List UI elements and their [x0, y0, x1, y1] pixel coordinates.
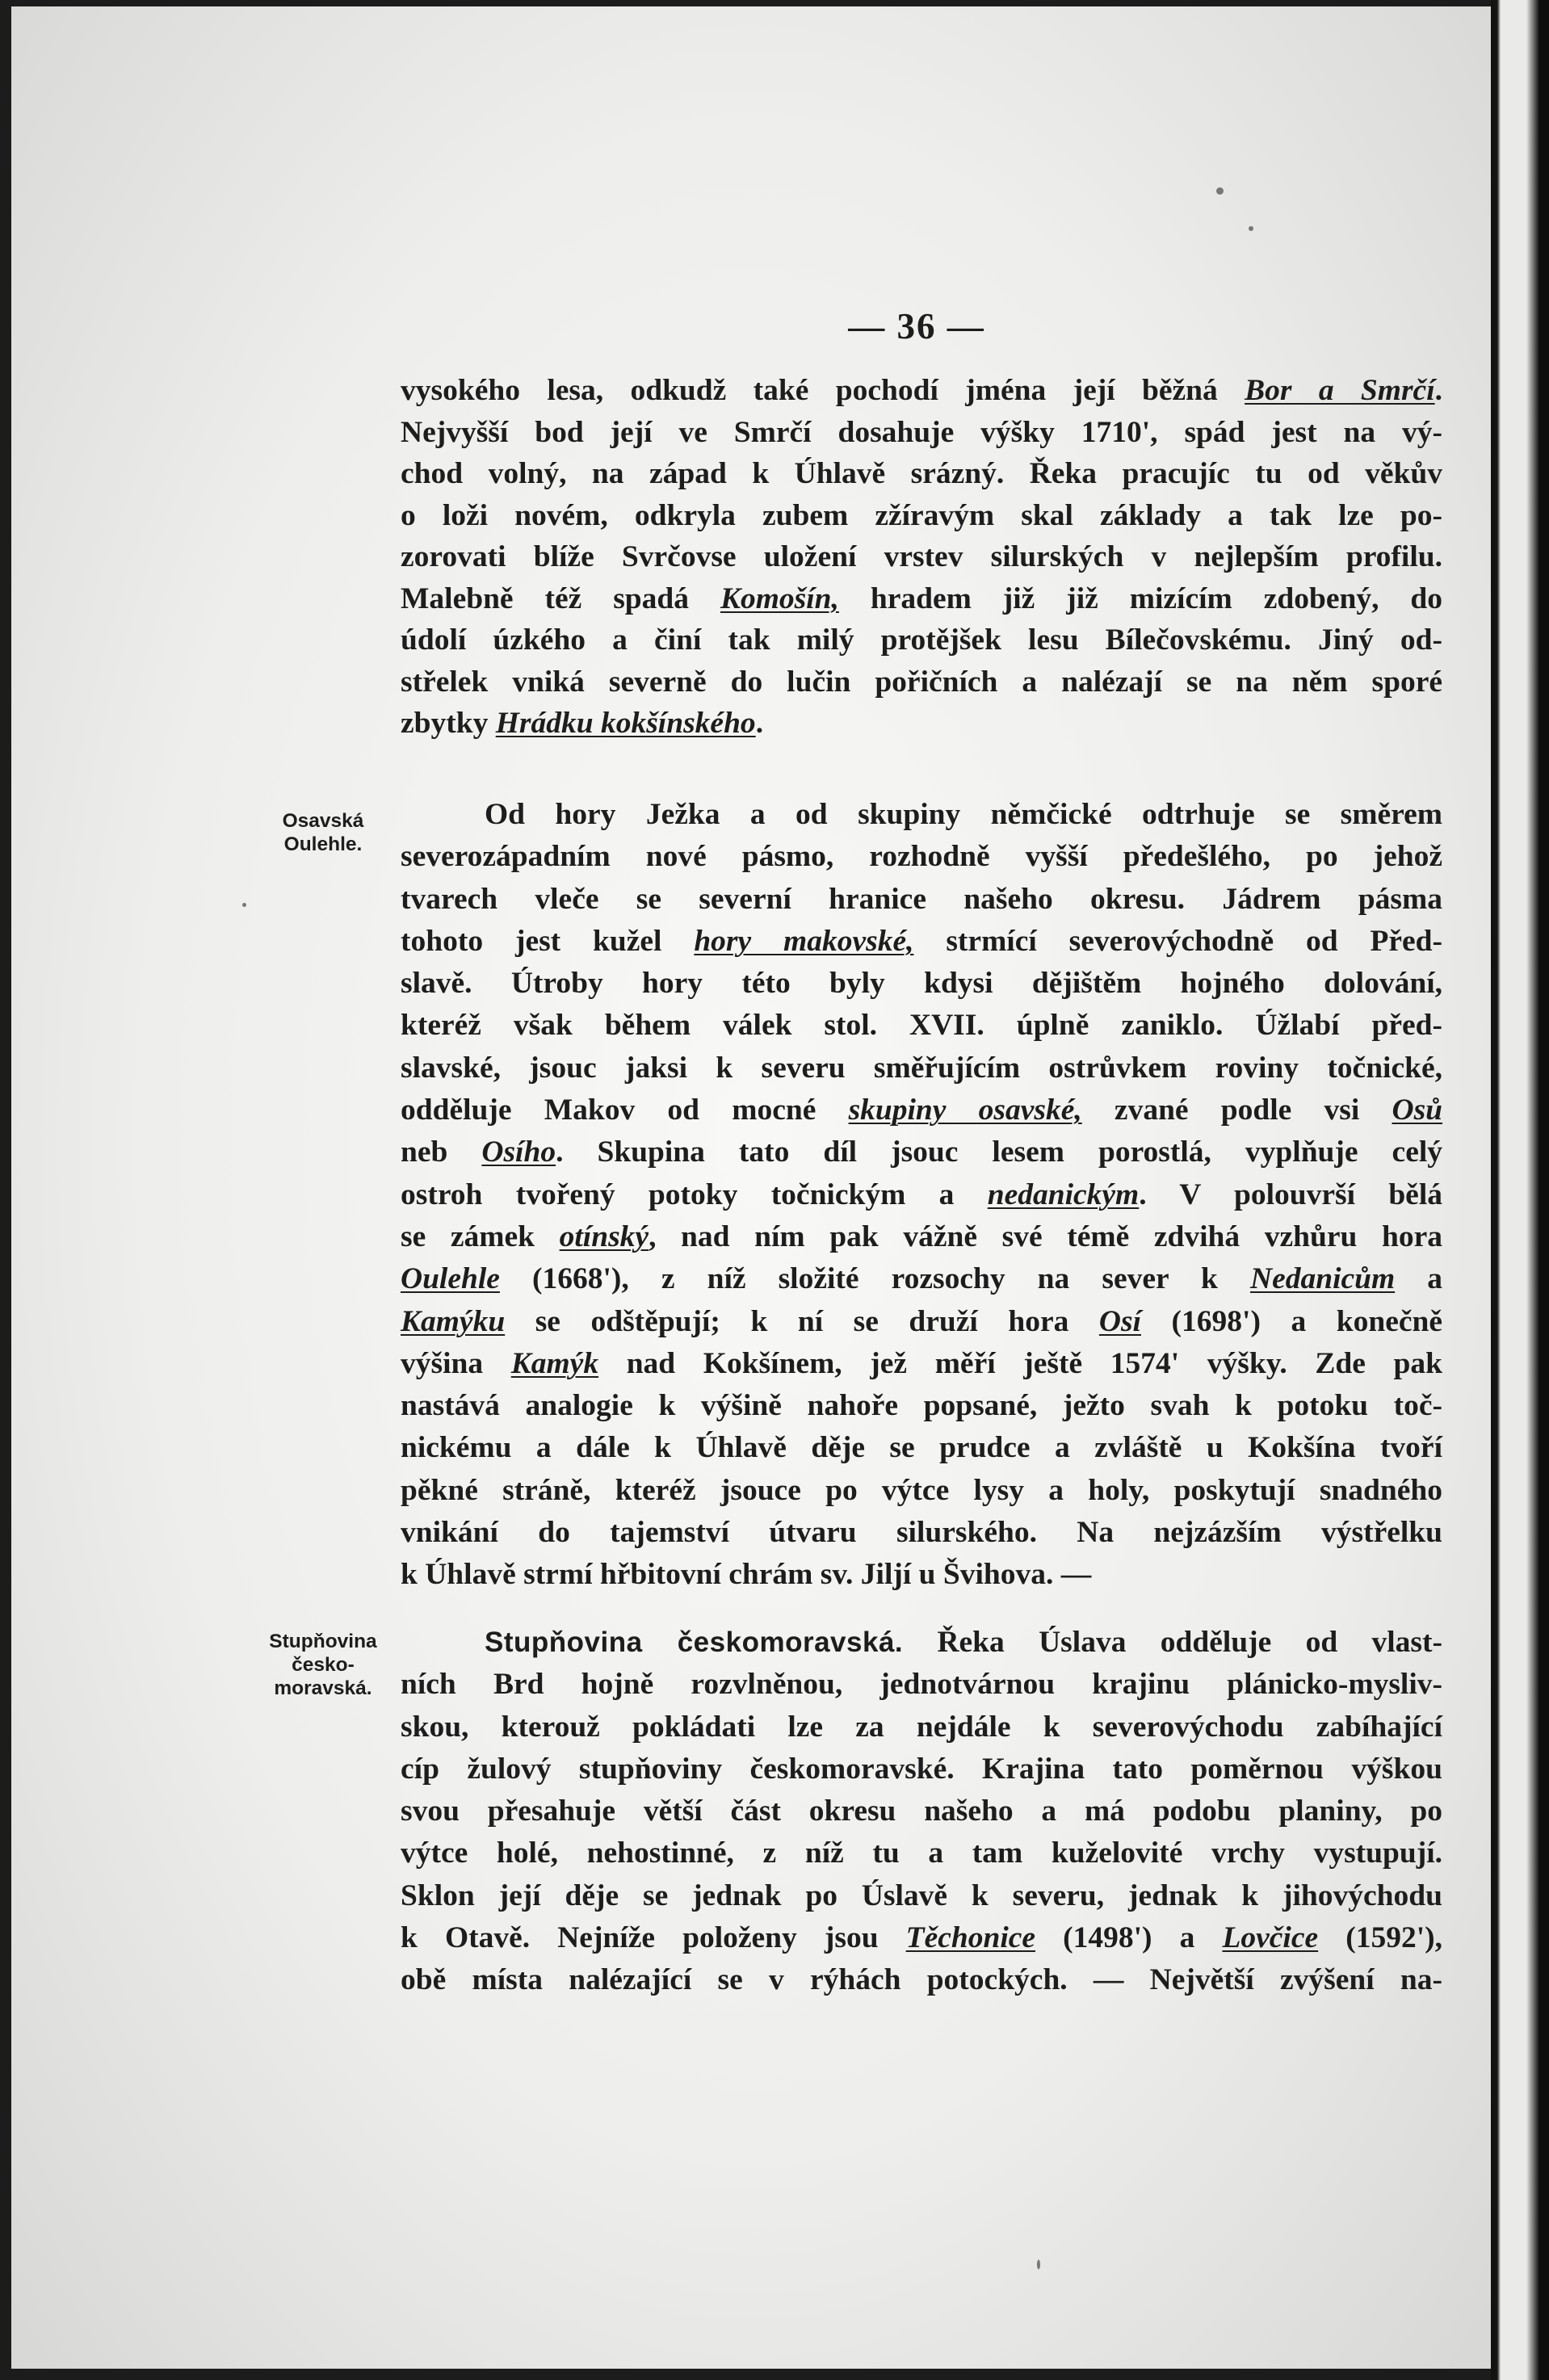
- paper-speck: [1249, 226, 1253, 231]
- place-name: Oulehle: [401, 1262, 500, 1296]
- text-line: skou, kterouž pokládati lze za nejdále k severovýchodu zabíhající: [401, 1710, 1442, 1744]
- place-name: otínský: [559, 1219, 649, 1253]
- text-line: o loži novém, odkryla zubem zžíravým skal základy a tak lze po-: [401, 498, 1442, 532]
- text-line: nastává analogie k výšině nahoře popsané, ježto svah k potoku toč-: [401, 1389, 1442, 1423]
- margin-note-line: Oulehle.: [283, 833, 363, 855]
- paragraph-2: [401, 794, 1442, 1597]
- section-heading: Stupňovina českomoravská.: [485, 1627, 904, 1658]
- place-name: Hrádku kokšínského: [495, 707, 756, 740]
- text-line: tvarech vleče se severní hranice našeho okresu. Jádrem pásma: [401, 882, 1442, 916]
- place-name: Kamýk: [510, 1346, 599, 1380]
- text-line: kteréž však během válek stol. XVII. úplně zaniklo. Úžlabí před-: [401, 1009, 1442, 1043]
- text-line: výšina Kamýk nad Kokšínem, jež měří ještě 1574' výšky. Zde pak: [401, 1346, 1442, 1380]
- text-line: svou přesahuje větší část okresu našeho a má podobu planiny, po: [401, 1794, 1442, 1828]
- text-line: zorovati blíže Svrčovse uložení vrstev silurských v nejlepším profilu.: [401, 540, 1442, 573]
- text-line: chod volný, na západ k Úhlavě srázný. Řeka pracujíc tu od věkův: [401, 457, 1442, 490]
- text-line: pěkné stráně, kteréž jsouce po výtce lysy a holy, poskytují snadného: [401, 1473, 1442, 1507]
- place-name: nedanickým: [987, 1177, 1140, 1211]
- text-line: střelek vniká severně do lučin pořičních a nalézají se na něm sporé: [401, 665, 1442, 699]
- place-name: Komošín,: [720, 581, 839, 615]
- text-line: cíp žulový stupňoviny českomoravské. Krajina tato poměrnou výškou: [401, 1752, 1442, 1786]
- text-line: obě místa nalézající se v rýhách potockých. — Největší zvýšení na-: [401, 1963, 1442, 1997]
- margin-note-line: Stupňovina: [269, 1631, 377, 1652]
- text-line: nickému a dále k Úhlavě děje se prudce a zvláště u Kokšína tvoří: [401, 1431, 1442, 1465]
- text-line: Sklon její děje se jednak po Úslavě k severu, jednak k jihovýchodu: [401, 1878, 1442, 1912]
- book-edge-shadow: [1491, 0, 1549, 2380]
- text-line: vysokého lesa, odkudž také pochodí jména její běžná Bor a Smrčí.: [401, 374, 1442, 407]
- text-line: údolí úzkého a činí tak milý protějšek lesu Bílečovskému. Jiný od-: [401, 623, 1442, 657]
- text-line: Oulehle (1668'), z níž složité rozsochy na sever k Nedanicům a: [401, 1262, 1443, 1296]
- text-line: výtce holé, nehostinné, z níž tu a tam kuželovité vrchy vystupují.: [401, 1836, 1442, 1870]
- text-line: ních Brd hojně rozvlněnou, jednotvárnou krajinu plánicko-mysliv-: [401, 1668, 1442, 1702]
- place-name: hory makovské,: [694, 924, 914, 958]
- text-line: odděluje Makov od mocné skupiny osavské, zvané podle vsi Osů: [401, 1093, 1443, 1127]
- text-line: se zámek otínský, nad ním pak vážně své témě zdvihá vzhůru hora: [401, 1219, 1442, 1253]
- place-name: Bor a Smrčí: [1245, 374, 1435, 407]
- margin-note-stupnovina: [242, 1630, 404, 1700]
- text-line: vnikání do tajemství útvaru silurského. Na nejzázším výstřelku: [401, 1516, 1442, 1550]
- text-line: k Úhlavě strmí hřbitovní chrám sv. Jiljí u Švihova. —: [401, 1558, 1092, 1592]
- paragraph-1: [401, 370, 1442, 745]
- text-line: severozápadním nové pásmo, rozhodně vyšší předešlého, po jehož: [401, 840, 1442, 874]
- text-line: Nejvyšší bod její ve Smrčí dosahuje výšky 1710', spád jest na vý-: [401, 415, 1442, 449]
- text-line: Stupňovina českomoravská. Řeka Úslava odděluje od vlast-: [485, 1626, 1442, 1659]
- margin-note-osavska: [242, 809, 404, 856]
- margin-note-line: Osavská: [282, 810, 364, 832]
- place-name: Lovčice: [1222, 1921, 1319, 1955]
- place-name: Osí: [1098, 1304, 1141, 1338]
- page-number: — 36 —: [848, 306, 985, 346]
- place-name: Nedanicům: [1250, 1262, 1396, 1296]
- place-name: Osího: [481, 1135, 556, 1169]
- text-line: Od hory Ježka a od skupiny němčické odtrhuje se směrem: [485, 798, 1442, 831]
- text-line: ostroh tvořený potoky točnickým a nedanickým. V polouvrší bělá: [401, 1177, 1442, 1211]
- text-line: Kamýku se odštěpují; k ní se druží hora Osí (1698') a konečně: [401, 1304, 1442, 1338]
- text-line: neb Osího. Skupina tato díl jsouc lesem porostlá, vyplňuje celý: [401, 1135, 1443, 1169]
- margin-note-line: moravská.: [274, 1677, 372, 1699]
- paragraph-3: [401, 1622, 1442, 2002]
- text-line: slavské, jsouc jaksi k severu směřujícím ostrůvkem roviny točnické,: [401, 1051, 1442, 1085]
- text-line: k Otavě. Nejníže položeny jsou Těchonice (1498') a Lovčice (1592'),: [401, 1921, 1442, 1955]
- margin-note-line: česko-: [292, 1654, 355, 1676]
- place-name: skupiny osavské,: [848, 1093, 1082, 1127]
- place-name: Kamýku: [401, 1304, 506, 1338]
- text-line: tohoto jest kužel hory makovské, strmící severovýchodně od Před-: [401, 924, 1442, 958]
- place-name: Těchonice: [905, 1921, 1036, 1955]
- place-name: Osů: [1392, 1093, 1443, 1127]
- text-line: Malebně též spadá Komošín, hradem již již mizícím zdobený, do: [401, 581, 1442, 615]
- text-line: zbytky Hrádku kokšínského.: [401, 707, 764, 740]
- paper-speck: [242, 903, 246, 907]
- paper-speck: [1037, 2260, 1040, 2269]
- paper-speck: [1216, 187, 1224, 195]
- text-line: slavě. Útroby hory této byly kdysi dějištěm hojného dolování,: [401, 967, 1442, 1001]
